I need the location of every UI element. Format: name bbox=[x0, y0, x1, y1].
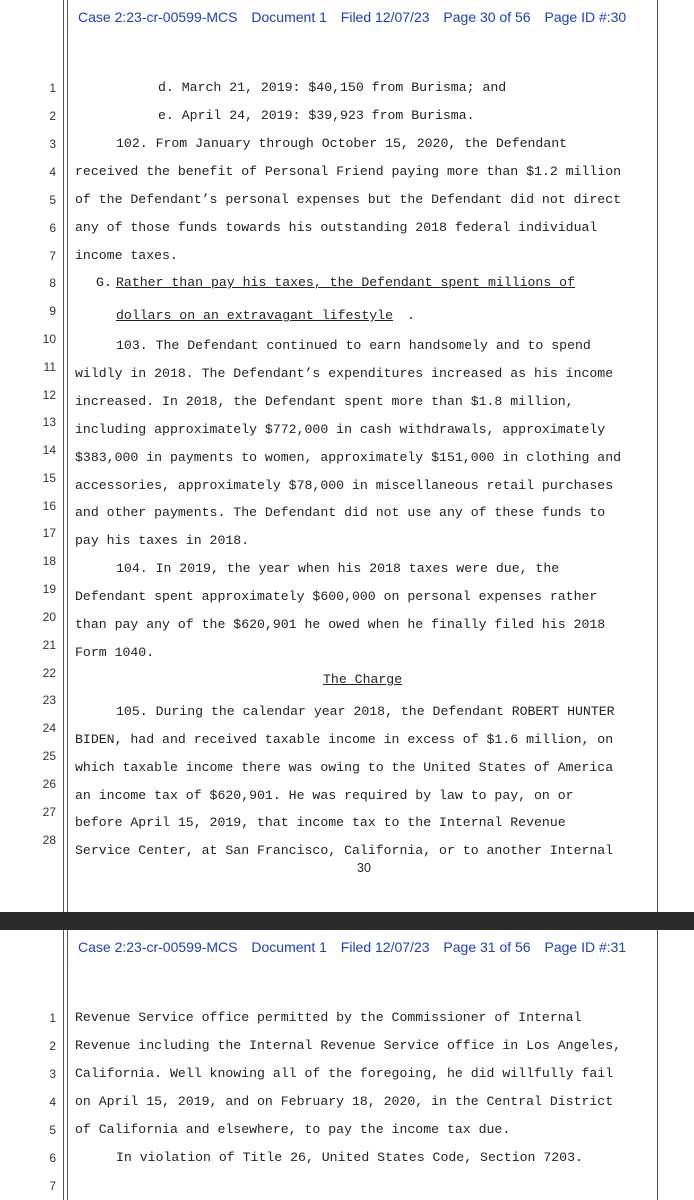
line-number: 6 bbox=[49, 1151, 56, 1165]
line-number: 19 bbox=[42, 582, 56, 596]
line-number: 18 bbox=[42, 554, 56, 568]
right-margin-rule bbox=[657, 930, 658, 1200]
line-number: 15 bbox=[42, 471, 56, 485]
list-item: e. April 24, 2019: $39,923 from Burisma. bbox=[158, 108, 475, 123]
line-number: 20 bbox=[42, 610, 56, 624]
paragraph-line: 103. The Defendant continued to earn handsomely and to spend bbox=[116, 338, 591, 353]
paragraph-line: increased. In 2018, the Defendant spent more than $1.8 million, bbox=[75, 394, 574, 409]
line-number: 5 bbox=[49, 193, 56, 207]
section-heading-label: G. bbox=[96, 275, 112, 290]
line-number: 3 bbox=[49, 137, 56, 151]
line-number: 3 bbox=[49, 1067, 56, 1081]
paragraph-line: and other payments. The Defendant did not use any of these funds to bbox=[75, 505, 606, 520]
line-number: 21 bbox=[42, 638, 56, 652]
paragraph-line: Revenue Service office permitted by the Commissioner of Internal bbox=[75, 1010, 582, 1025]
page-id: Page ID #:30 bbox=[544, 9, 627, 25]
paragraph-line: of the Defendant’s personal expenses but the Defendant did not direct bbox=[75, 192, 622, 207]
document-number: Document 1 bbox=[251, 939, 327, 955]
paragraph-line: which taxable income there was owing to the United States of America bbox=[75, 760, 614, 775]
paragraph-line: of California and elsewhere, to pay the income tax due. bbox=[75, 1122, 511, 1137]
section-title: The Charge bbox=[323, 672, 403, 687]
page-header bbox=[78, 9, 636, 25]
left-margin-rule-inner bbox=[67, 930, 68, 1200]
line-number: 25 bbox=[42, 749, 56, 763]
paragraph-line: accessories, approximately $78,000 in miscellaneous retail purchases bbox=[75, 478, 614, 493]
line-number: 17 bbox=[42, 526, 56, 540]
line-number: 1 bbox=[49, 1011, 56, 1025]
paragraph-line: Defendant spent approximately $600,000 on personal expenses rather bbox=[75, 589, 598, 604]
paragraph-line: income taxes. bbox=[75, 248, 178, 263]
paragraph-line: BIDEN, had and received taxable income in excess of $1.6 million, on bbox=[75, 732, 614, 747]
case-number: Case 2:23-cr-00599-MCS bbox=[78, 9, 238, 25]
paragraph-line: In violation of Title 26, United States Code, Section 7203. bbox=[116, 1150, 583, 1165]
left-margin-rule bbox=[63, 0, 64, 912]
line-number: 10 bbox=[42, 332, 56, 346]
line-number: 6 bbox=[49, 221, 56, 235]
line-number: 26 bbox=[42, 777, 56, 791]
line-number: 2 bbox=[49, 1039, 56, 1053]
line-number: 22 bbox=[42, 666, 56, 680]
paragraph-line: 102. From January through October 15, 2020, the Defendant bbox=[116, 136, 568, 151]
page-count: Page 31 of 56 bbox=[443, 939, 531, 955]
paragraph-line: on April 15, 2019, and on February 18, 2020, in the Central District bbox=[75, 1094, 614, 1109]
case-number: Case 2:23-cr-00599-MCS bbox=[78, 939, 238, 955]
line-number: 5 bbox=[49, 1123, 56, 1137]
line-number: 1 bbox=[49, 81, 56, 95]
page-count: Page 30 of 56 bbox=[443, 9, 531, 25]
page-id: Page ID #:31 bbox=[544, 939, 627, 955]
line-number: 9 bbox=[49, 304, 56, 318]
line-number: 27 bbox=[42, 805, 56, 819]
line-number: 4 bbox=[49, 1095, 56, 1109]
paragraph-line: any of those funds towards his outstanding 2018 federal individual bbox=[75, 220, 598, 235]
line-number: 11 bbox=[43, 360, 56, 374]
paragraph-line: Revenue including the Internal Revenue Service office in Los Angeles, bbox=[75, 1038, 622, 1053]
left-margin-rule-inner bbox=[67, 0, 68, 912]
paragraph-line: Service Center, at San Francisco, California, or to another Internal bbox=[75, 843, 614, 858]
page-number: 30 bbox=[357, 861, 371, 875]
section-heading-continued: dollars on an extravagant lifestyle bbox=[116, 308, 393, 323]
paragraph-line: wildly in 2018. The Defendant’s expenditures increased as his income bbox=[75, 366, 614, 381]
line-number: 12 bbox=[42, 388, 56, 402]
page-header bbox=[78, 939, 636, 955]
line-number: 8 bbox=[49, 276, 56, 290]
paragraph-line: pay his taxes in 2018. bbox=[75, 533, 250, 548]
line-number: 7 bbox=[49, 249, 56, 263]
paragraph-line: before April 15, 2019, that income tax to the Internal Revenue bbox=[75, 815, 566, 830]
paragraph-line: California. Well knowing all of the foregoing, he did willfully fail bbox=[75, 1066, 614, 1081]
paragraph-line: $383,000 in payments to women, approximately $151,000 in clothing and bbox=[75, 450, 622, 465]
line-number: 13 bbox=[42, 415, 56, 429]
document-number: Document 1 bbox=[251, 9, 327, 25]
paragraph-line: 104. In 2019, the year when his 2018 taxes were due, the bbox=[116, 561, 560, 576]
list-item: d. March 21, 2019: $40,150 from Burisma; and bbox=[158, 80, 507, 95]
page-31 bbox=[0, 930, 694, 1200]
filed-date: Filed 12/07/23 bbox=[340, 939, 430, 955]
line-number: 4 bbox=[49, 165, 56, 179]
line-number: 23 bbox=[42, 693, 56, 707]
paragraph-line: an income tax of $620,901. He was required by law to pay, on or bbox=[75, 788, 574, 803]
paragraph-line: than pay any of the $620,901 he owed when he finally filed his 2018 bbox=[75, 617, 606, 632]
paragraph-line: Form 1040. bbox=[75, 645, 155, 660]
left-margin-rule bbox=[63, 930, 64, 1200]
paragraph-line: including approximately $772,000 in cash withdrawals, approximately bbox=[75, 422, 606, 437]
line-number: 14 bbox=[42, 443, 56, 457]
paragraph-line: 105. During the calendar year 2018, the Defendant ROBERT HUNTER bbox=[116, 704, 615, 719]
paragraph-line: received the benefit of Personal Friend paying more than $1.2 million bbox=[75, 164, 622, 179]
section-heading: Rather than pay his taxes, the Defendant spent millions of bbox=[116, 275, 575, 290]
filed-date: Filed 12/07/23 bbox=[340, 9, 430, 25]
page-separator bbox=[0, 912, 694, 930]
line-number: 16 bbox=[42, 499, 56, 513]
right-margin-rule bbox=[657, 0, 658, 912]
line-number: 2 bbox=[49, 109, 56, 123]
line-number: 28 bbox=[42, 833, 56, 847]
line-number: 7 bbox=[49, 1179, 56, 1193]
line-number: 24 bbox=[42, 721, 56, 735]
section-heading-period: . bbox=[407, 308, 415, 323]
